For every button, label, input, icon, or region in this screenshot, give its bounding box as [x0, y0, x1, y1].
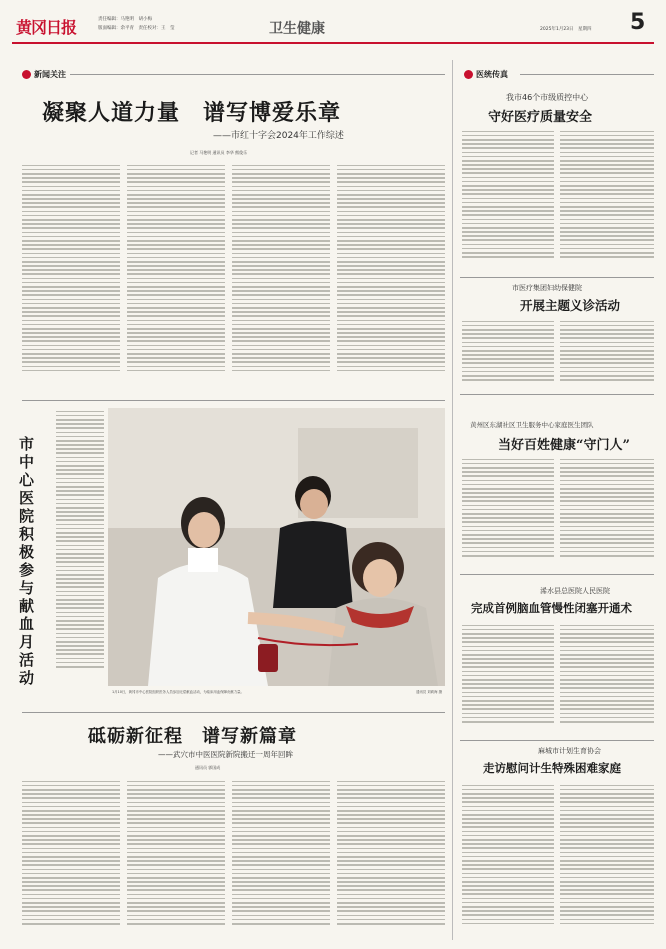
- right-rule-2: [460, 394, 654, 395]
- section-title: 卫生健康: [269, 21, 325, 37]
- news-focus-tag: 新闻关注: [22, 69, 66, 80]
- maicheng-kicker: 麻城市计划生育协会: [538, 747, 601, 755]
- tcm-column-2: [127, 778, 225, 938]
- maicheng-column-1: [462, 782, 554, 938]
- issue-date: 2025年1月23日 星期四: [540, 27, 592, 32]
- tcm-byline: 通讯员 郭国成: [195, 765, 221, 770]
- editor-line-2: 版面编辑：余平青 责任校对：王 莹: [98, 26, 175, 31]
- xishui-column-1: [462, 622, 554, 734]
- maternal-kicker: 市医疗集团妇幼保健院: [512, 284, 582, 292]
- news-focus-headline: 凝聚人道力量 谱写博爱乐章: [42, 100, 342, 126]
- right-rule-1: [460, 277, 654, 278]
- news-focus-byline: 记者 马艳明 通讯员 李华 熊俊乐: [190, 150, 248, 155]
- huangzhou-column-1: [462, 456, 554, 568]
- maternal-headline: 开展主题义诊活动: [520, 298, 621, 313]
- medical-kicker: 我市46个市级质控中心: [506, 93, 589, 102]
- news-tag-icon: [22, 70, 31, 79]
- huangzhou-headline: 当好百姓健康“守门人”: [498, 438, 630, 453]
- xishui-column-2: [560, 622, 654, 734]
- page-number: 5: [630, 10, 646, 35]
- right-top-rule: [520, 74, 654, 75]
- xishui-kicker: 浠水县总医院人民医院: [540, 587, 610, 595]
- medical-column-2: [560, 128, 654, 270]
- tcm-column-4: [337, 778, 445, 938]
- editor-line-1: 责任编辑：马艳明 胡小梅: [98, 17, 152, 22]
- left-top-rule: [70, 74, 445, 75]
- newspaper-logo: 黄冈日报: [16, 18, 77, 37]
- right-rule-3: [460, 574, 654, 575]
- medical-column-1: [462, 128, 554, 270]
- tcm-column-3: [232, 778, 330, 938]
- tcm-column-1: [22, 778, 120, 938]
- huangzhou-column-2: [560, 456, 654, 568]
- medical-news-tag: 医统传真: [464, 69, 508, 80]
- news-focus-subhead: ——市红十字会2024年工作综述: [213, 131, 344, 141]
- left-mid-rule: [22, 400, 445, 401]
- blood-story-vertical-title: 市中心医院积极参与献血月活动: [19, 435, 35, 687]
- blood-story-intro-text: [56, 408, 104, 688]
- masthead-rule: [12, 42, 654, 44]
- column-separator: [452, 60, 453, 940]
- huangzhou-kicker: 黄州区东湖社区卫生服务中心家庭医生团队: [470, 421, 594, 429]
- left-lower-rule: [22, 712, 445, 713]
- masthead: [0, 0, 666, 50]
- blood-donation-photo: [108, 408, 445, 686]
- maicheng-column-2: [560, 782, 654, 938]
- medical-headline: 守好医疗质量安全: [488, 110, 593, 125]
- medical-tag-icon: [464, 70, 473, 79]
- maicheng-headline: 走访慰问计生特殊困难家庭: [483, 761, 621, 775]
- news-focus-column-1: [22, 162, 120, 392]
- blood-donation-illustration: [108, 408, 445, 686]
- blood-photo-caption: 1月10日，黄冈市中心医院组织医务人员参加无偿献血活动，为临床用血保障贡献力量。 通讯员 刘莉海 摄: [112, 690, 442, 694]
- news-focus-column-4: [337, 162, 445, 392]
- news-focus-column-2: [127, 162, 225, 392]
- right-rule-4: [460, 740, 654, 741]
- tcm-subhead: ——武穴市中医医院新院搬迁一周年回眸: [158, 750, 293, 759]
- maternal-column-1: [462, 318, 554, 388]
- news-focus-column-3: [232, 162, 330, 392]
- xishui-headline: 完成首例脑血管慢性闭塞开通术: [471, 601, 632, 615]
- maternal-column-2: [560, 318, 654, 388]
- tcm-headline: 砥砺新征程 谱写新篇章: [88, 726, 297, 747]
